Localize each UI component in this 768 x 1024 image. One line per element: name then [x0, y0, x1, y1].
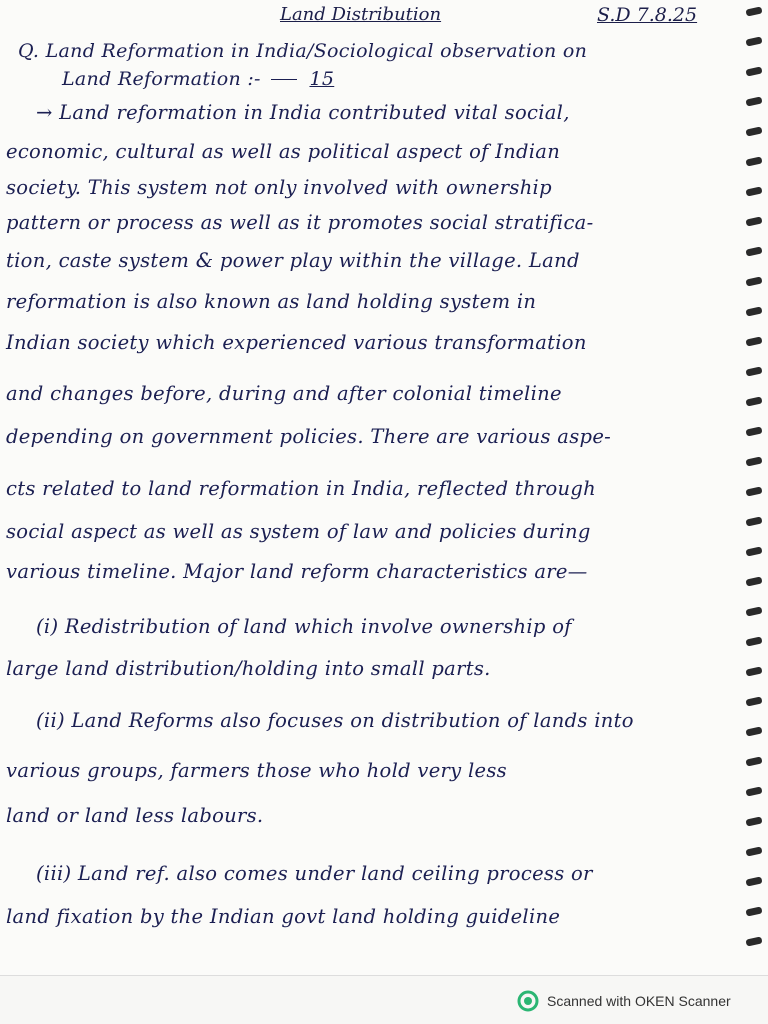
- scanner-label: Scanned with OKEN Scanner: [547, 993, 731, 1009]
- text-line: depending on government policies. There are various aspe-: [6, 425, 612, 448]
- scanner-watermark: [517, 990, 731, 1012]
- text-line: pattern or process as well as it promotes social stratifica-: [6, 211, 594, 234]
- text-line: reformation is also known as land holding system in: [6, 290, 537, 313]
- notebook-spiral-binding: [738, 0, 768, 975]
- text-line: cts related to land reformation in India, reflected through: [6, 477, 597, 500]
- text-line: land fixation by the Indian govt land holding guideline: [6, 905, 561, 928]
- text-line: social aspect as well as system of law and policies during: [6, 520, 591, 543]
- text-line: economic, cultural as well as political aspect of Indian: [6, 140, 561, 163]
- text-line: tion, caste system & power play within the village. Land: [6, 249, 580, 272]
- question-line-1: Q. Land Reformation in India/Sociological observation on: [18, 40, 588, 62]
- text-line: land or land less labours.: [6, 804, 264, 827]
- text-line: society. This system not only involved with ownership: [6, 176, 552, 199]
- text-line: Indian society which experienced various transformation: [6, 331, 587, 354]
- text-line: large land distribution/holding into small parts.: [6, 657, 491, 680]
- text-line: (i) Redistribution of land which involve ownership of: [36, 615, 572, 638]
- text-line: (iii) Land ref. also comes under land ceiling process or: [36, 862, 593, 885]
- marks-value: 15: [309, 68, 335, 90]
- text-line: and changes before, during and after colonial timeline: [6, 382, 562, 405]
- date-stamp: S.D 7.8.25: [597, 4, 698, 26]
- text-line: various groups, farmers those who hold very less: [6, 759, 507, 782]
- question-line-2: [62, 68, 768, 90]
- page-heading: Land Distribution: [280, 4, 442, 25]
- oken-logo-icon: [517, 990, 539, 1012]
- text-line: → Land reformation in India contributed vital social,: [36, 101, 570, 124]
- text-line: various timeline. Major land reform characteristics are—: [6, 560, 588, 583]
- question-line-2-text: Land Reformation :-: [62, 68, 261, 90]
- text-line: (ii) Land Reforms also focuses on distribution of lands into: [36, 709, 634, 732]
